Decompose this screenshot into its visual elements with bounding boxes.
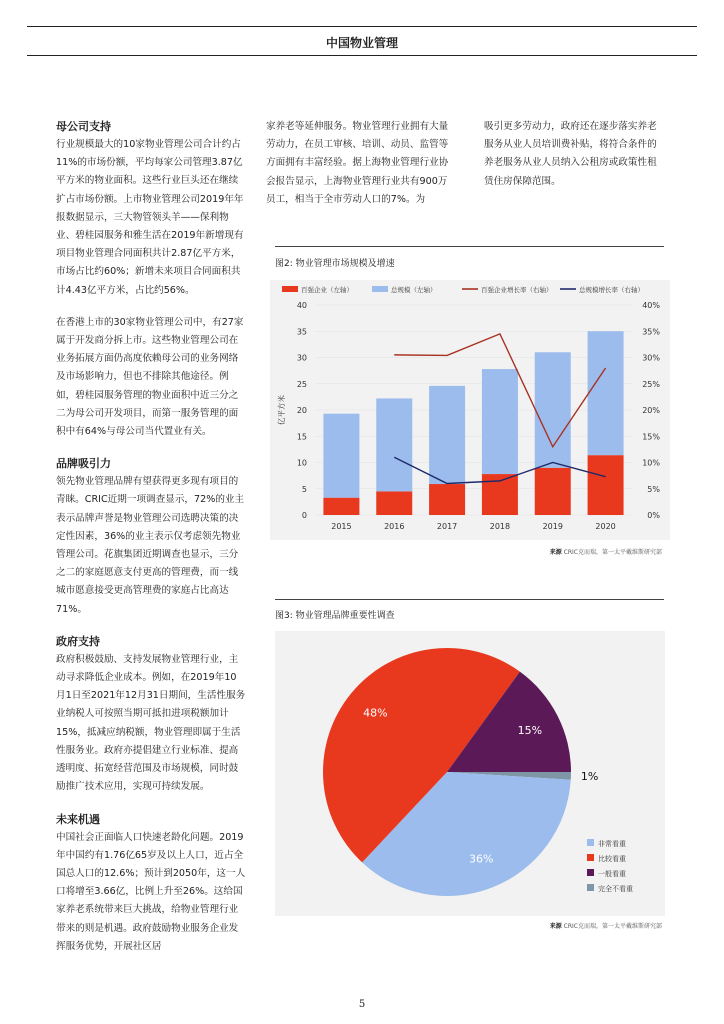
- y2-tick-label: 10%: [642, 458, 660, 468]
- y2-tick-label: 25%: [642, 379, 660, 389]
- body-paragraph: 行业规模最大的10家物业管理公司合计约占11%的市场份额，平均每家公司管理3.87亿平方米的物业面积。这些行业巨头还在继续扩占市场份额。上市物业管理公司2019年年报数据显示，三大物管领头羊——保利物业、碧桂园服务和雅生活在2019年新增现有项目物业管理合同面积共计2.87亿平方米，市场占比约60%；新增未来项目合同面积共计4.43亿平方米，占比约56%。: [56, 139, 244, 296]
- legend-label: 比较看重: [598, 855, 626, 863]
- y-tick-label: 30: [296, 353, 307, 363]
- y-tick-label: 25: [296, 379, 307, 389]
- y2-tick-label: 5%: [647, 484, 660, 494]
- bar: [588, 331, 624, 455]
- legend-swatch: [587, 869, 594, 876]
- source-text: CRIC克而瑞，第一太平戴维斯研究部: [563, 549, 662, 556]
- section-heading: 政府支持: [56, 634, 100, 648]
- figure2-chart: [270, 280, 670, 540]
- y2-tick-label: 20%: [642, 406, 660, 415]
- figure2-title: 图2: 物业管理市场规模及增速: [275, 259, 395, 269]
- body-paragraph: 政府积极鼓励、支持发展物业管理行业，主动寻求降低企业成本。例如，在2019年10月1日至2021年12月31日期间，生活性服务业纳税人可按照当期可抵扣进项税额加计15%，抵减应纳税额，物业管理即属于生活性服务业。政府亦提倡建立行业标准、提高透明度、拓宽经营范围及市场规模，同时鼓励推广技术应用，实现可持续发展。: [56, 653, 246, 793]
- y2-tick-label: 15%: [642, 432, 660, 442]
- legend-swatch: [587, 854, 594, 861]
- y-tick-label: 0: [301, 511, 307, 520]
- body-paragraph: 领先物业管理品牌有望获得更多现有项目的青睐。CRIC近期一项调查显示，72%的业主表示品牌声誉是物业管理公司选聘决策的决定性因素，36%的业主表示仅考虑领先物业管理公司。花旗集团近期调查也显示，三分之二的家庭愿意支付更高的管理费，而一线城市愿意接受更高管理费的家庭占比高达71%。: [56, 476, 245, 615]
- column-2: [266, 118, 456, 223]
- x-tick-label: 2017: [436, 522, 458, 531]
- source-text: CRIC克而瑞，第一太平戴维斯研究部: [563, 923, 662, 930]
- body-paragraph: 中国社会正面临人口快速老龄化问题。2019年中国约有1.76亿65岁及以上人口，近占全国总人口的12.6%；预计到2050年，这一人口将增至3.66亿，比例上升至26%。这给国家养老系统带来巨大挑战，给物业管理行业带来的则是机遇。政府鼓励物业服务企业发挥服务优势，开展社区居: [56, 831, 246, 952]
- bar: [429, 484, 465, 515]
- figure2-rule: [275, 246, 664, 247]
- section-heading: 母公司支持: [56, 120, 111, 133]
- y-tick-label: 5: [301, 484, 307, 494]
- pie-label: 1%: [580, 770, 599, 784]
- y2-tick-label: 30%: [642, 353, 660, 363]
- legend-swatch: [587, 884, 594, 891]
- bar: [535, 352, 571, 468]
- bar: [323, 498, 359, 515]
- body-paragraph: 在香港上市的30家物业管理公司中，有27家属于开发商分拆上市。这些物业管理公司在业务拓展方面仍高度依赖母公司的业务网络及市场影响力，但也不排除其他途径。例如，碧桂园服务管理的物业面积中近三分之二为母公司开发项目，而第一服务管理的面积中有64%与母公司当代置业有关。: [56, 316, 244, 438]
- pie-label: 48%: [363, 706, 388, 720]
- page-title: 中国物业管理: [325, 36, 398, 50]
- legend-swatch: [282, 286, 298, 292]
- y-tick-label: 35: [296, 327, 307, 337]
- bar: [376, 398, 412, 491]
- figure3-rule: [275, 599, 664, 600]
- x-tick-label: 2015: [331, 522, 352, 531]
- body-paragraph: 家养老等延伸服务。物业管理行业拥有大量劳动力，在员工审核、培训、动员、监管等方面拥有丰富经验。据上海物业管理行业协会报告显示，上海物业管理行业共有900万员工，相当于全市劳动人口的7%。为: [266, 121, 449, 205]
- legend-label: 一般看重: [598, 870, 626, 878]
- column-1: [56, 118, 246, 970]
- source-label: 来源: [549, 549, 562, 556]
- y-tick-label: 20: [296, 406, 307, 415]
- section-heading: 品牌吸引力: [56, 457, 111, 471]
- bar: [323, 414, 359, 498]
- bar: [482, 369, 518, 474]
- bar: [429, 386, 465, 484]
- legend-label: 总规模（左轴）: [391, 286, 437, 294]
- section-heading: 未来机遇: [56, 812, 100, 826]
- x-tick-label: 2016: [384, 522, 405, 531]
- legend-label: 完全不看重: [598, 885, 633, 893]
- x-tick-label: 2020: [595, 522, 616, 531]
- bar: [535, 468, 571, 515]
- page-number: 5: [358, 999, 366, 1010]
- figure3-chart: [275, 631, 665, 916]
- bar: [376, 491, 412, 515]
- header-bottom-rule: [27, 55, 697, 56]
- y-axis-label: 亿平方米: [277, 395, 286, 425]
- source-label: 来源: [549, 923, 562, 930]
- x-tick-label: 2019: [542, 522, 563, 531]
- column-3: [484, 118, 666, 205]
- body-paragraph: 吸引更多劳动力，政府还在逐步落实养老服务从业人员培训费补贴，将符合条件的养老服务从业人员纳入公租房或政策性租赁住房保障范围。: [484, 121, 657, 187]
- figure3-source: [550, 921, 662, 930]
- x-tick-label: 2018: [489, 522, 511, 531]
- legend-label: 总规模增长率（右轴）: [579, 286, 644, 294]
- legend-label: 非常看重: [598, 840, 626, 848]
- figure2-source: [550, 547, 662, 556]
- header-top-rule: [27, 26, 697, 27]
- y-tick-label: 40: [296, 301, 307, 310]
- y2-tick-label: 0%: [647, 511, 660, 520]
- legend-label: 百强企业（左轴）: [301, 286, 353, 294]
- bar: [588, 455, 624, 515]
- pie-label: 15%: [517, 723, 543, 737]
- legend-swatch: [587, 839, 594, 846]
- y2-tick-label: 40%: [642, 301, 660, 310]
- pie-label: 36%: [469, 852, 494, 866]
- y2-tick-label: 35%: [642, 327, 660, 337]
- legend-label: 百强企业增长率（右轴）: [481, 286, 553, 294]
- legend-swatch: [372, 286, 388, 292]
- y-tick-label: 10: [296, 458, 307, 468]
- figure3-title: 图3: 物业管理品牌重要性调查: [275, 611, 395, 621]
- y-tick-label: 15: [296, 432, 307, 442]
